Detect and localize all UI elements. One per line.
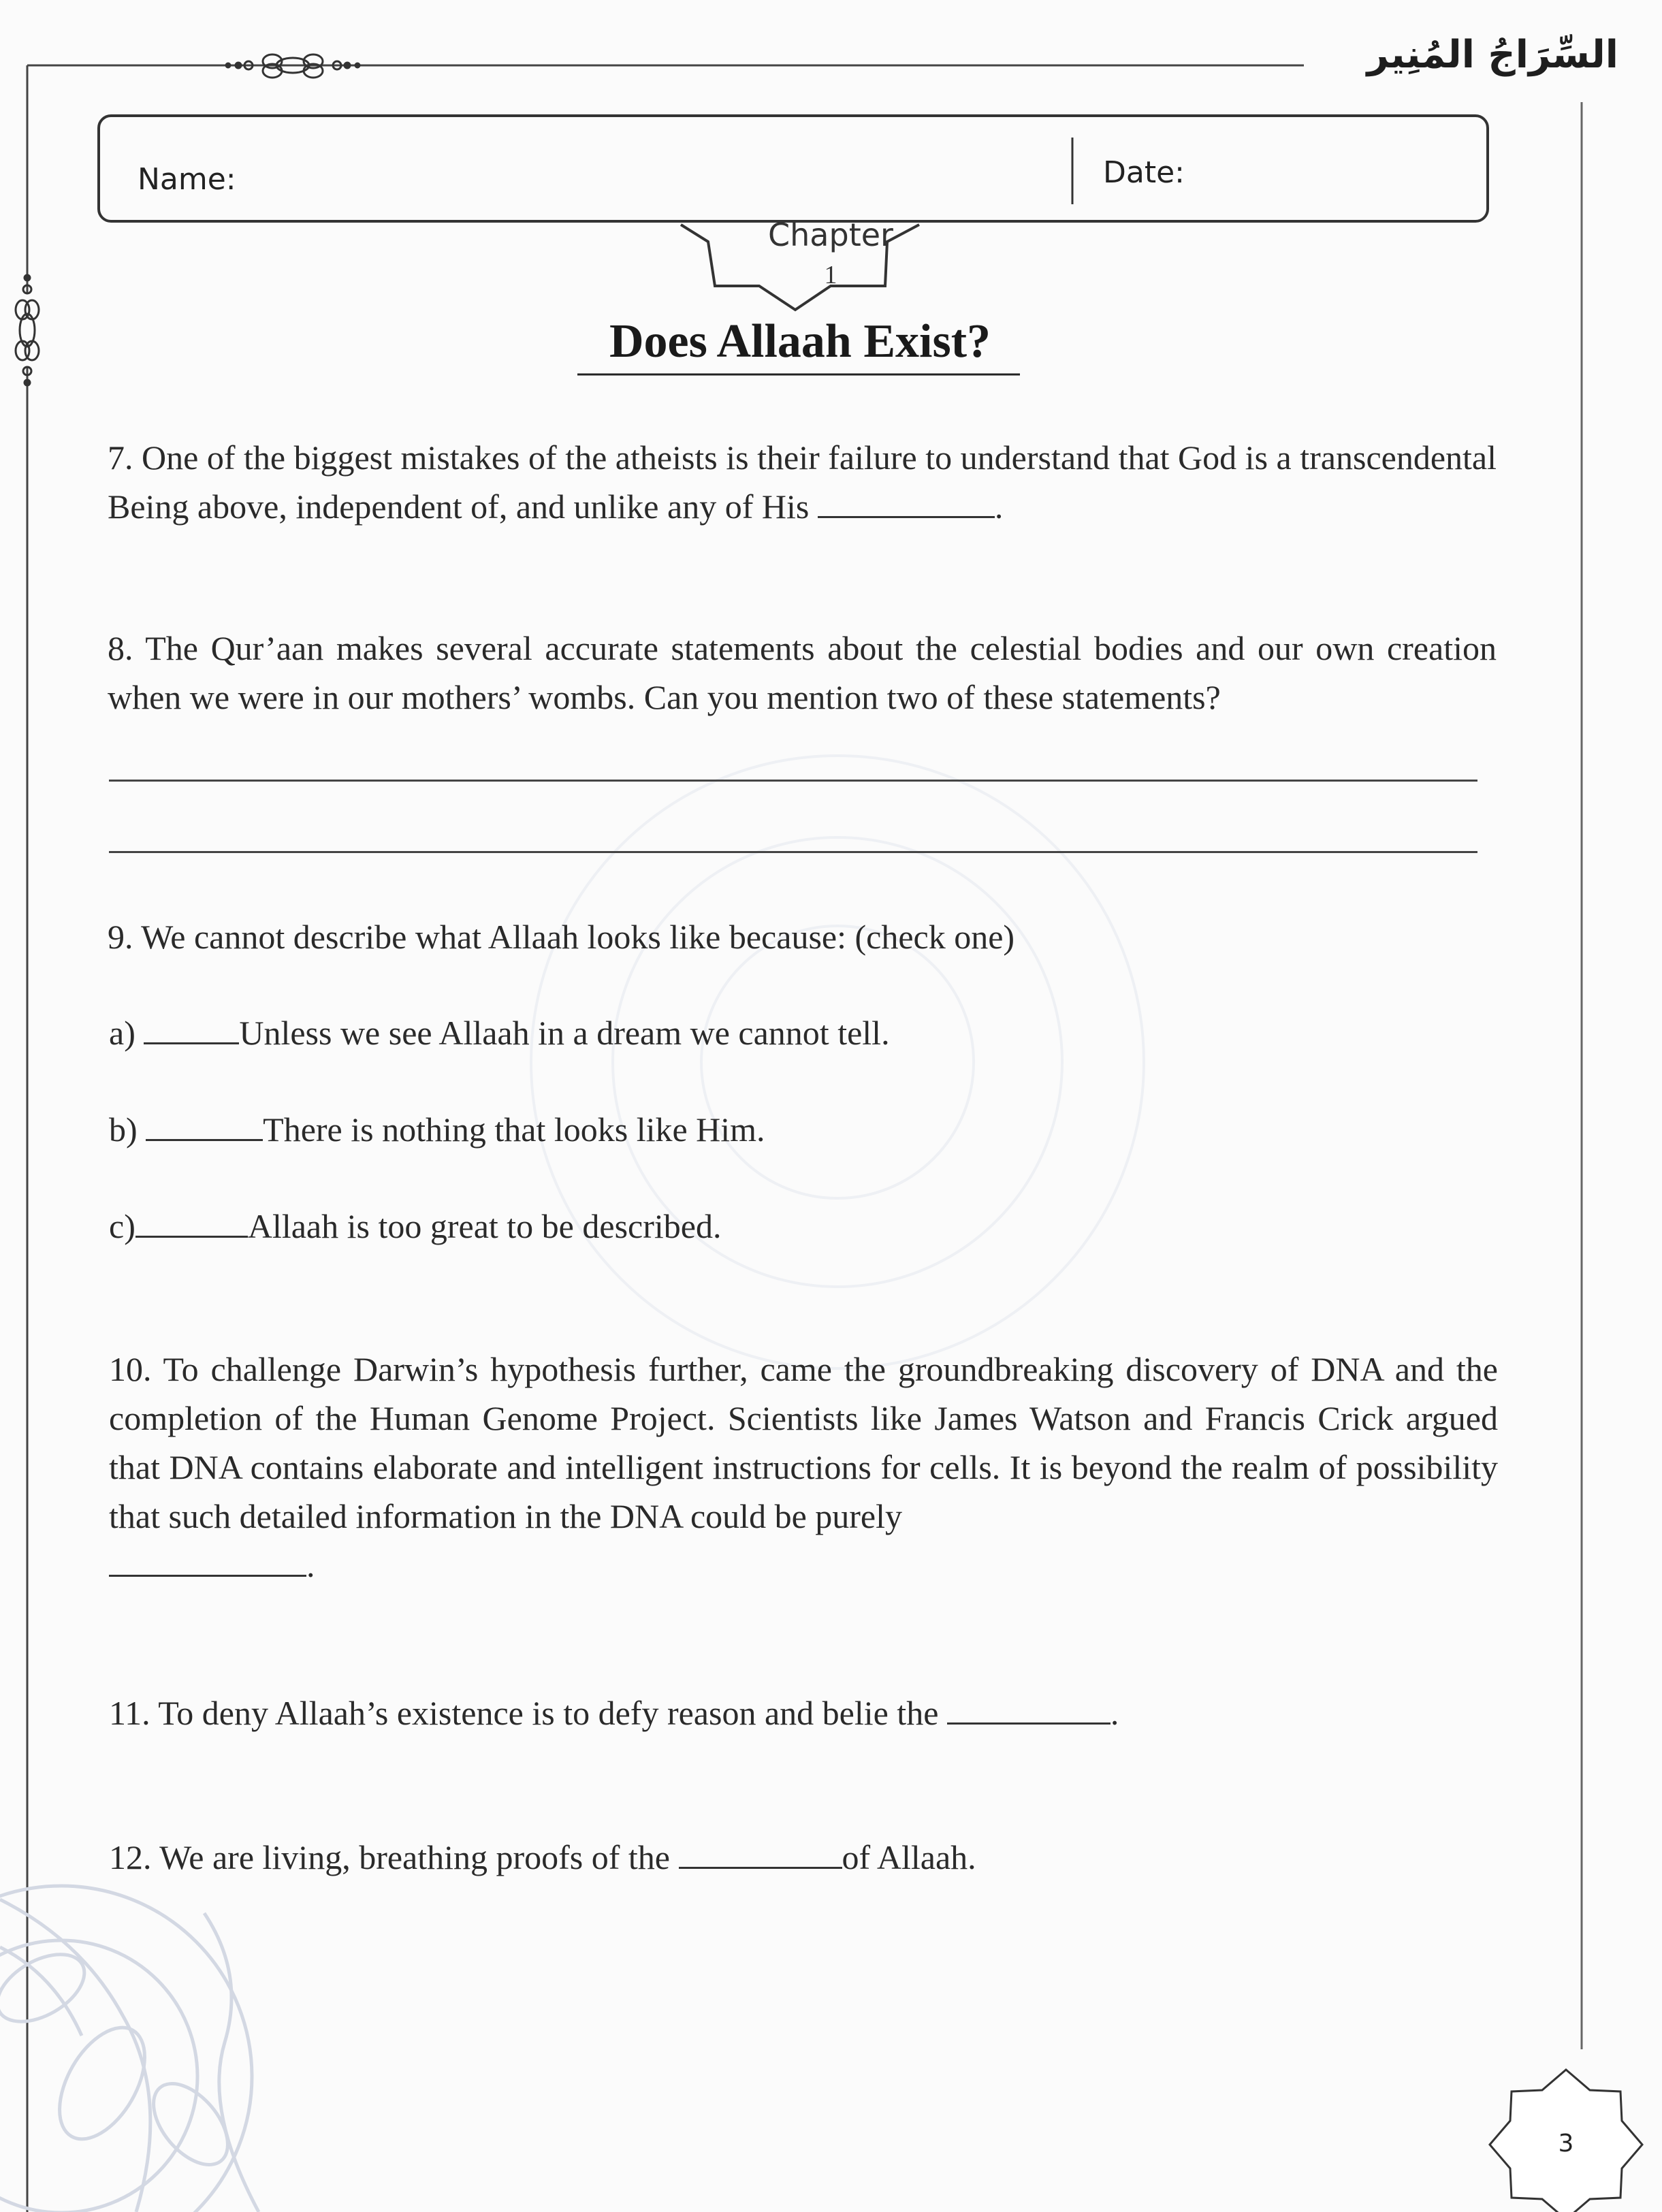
question-7-text: 7. One of the biggest mistakes of the atheists is their failure to understand that God is a transcendental Being above, independent of, and unlike any of His bbox=[108, 438, 1497, 526]
question-9-option-c-blank[interactable] bbox=[135, 1208, 248, 1238]
name-label: Name: bbox=[138, 162, 236, 197]
page-number: 3 bbox=[1558, 2130, 1574, 2158]
background-watermark bbox=[531, 756, 1144, 1368]
question-9-option-c: c) Allaah is too great to be described. bbox=[109, 1207, 722, 1245]
question-12: 12. We are living, breathing proofs of the of Allaah. bbox=[109, 1838, 976, 1876]
question-8-answer-line-1[interactable] bbox=[109, 780, 1477, 782]
book-title-arabic: السِّرَاجُ المُنِير bbox=[1367, 33, 1618, 77]
question-9-option-a: a) Unless we see Allaah in a dream we cannot tell. bbox=[109, 1014, 890, 1052]
chapter-number: 1 bbox=[824, 261, 837, 289]
background-ornament bbox=[0, 1886, 259, 2212]
question-10-text: 10. To challenge Darwin’s hypothesis further, came the groundbreaking discovery of DNA and the completion of the Human Genome Project. Scientists like James Watson and Francis Crick argued that DNA contains elaborate and intelligent instructions for cells. It is beyond the realm of possibility that such detailed information in the DNA could be purely bbox=[109, 1350, 1498, 1535]
question-12-text: 12. We are living, breathing proofs of the bbox=[109, 1838, 670, 1876]
chapter-label: Chapter bbox=[768, 217, 893, 253]
date-label: Date: bbox=[1103, 155, 1185, 190]
question-9-option-a-blank[interactable] bbox=[144, 1015, 239, 1044]
name-date-box bbox=[99, 116, 1488, 221]
question-12-blank[interactable] bbox=[679, 1840, 842, 1869]
question-8 bbox=[108, 624, 1497, 722]
question-9-text: 9. We cannot describe what Allaah looks like because: (check one) bbox=[108, 918, 1015, 956]
question-8-answer-line-2[interactable] bbox=[109, 851, 1477, 853]
question-7: 7. One of the biggest mistakes of the atheists is their failure to understand that God is a transcendental Being above, independent of, and unlike any of His . bbox=[108, 438, 1497, 526]
question-9 bbox=[108, 912, 1497, 961]
question-11-blank[interactable] bbox=[947, 1695, 1110, 1725]
question-9-option-b-blank[interactable] bbox=[146, 1112, 263, 1141]
question-10-blank[interactable] bbox=[109, 1548, 306, 1577]
question-11-text: 11. To deny Allaah’s existence is to defy reason and belie the bbox=[109, 1694, 939, 1732]
question-8-text: 8. The Qur’aan makes several accurate statements about the celestial bodies and our own creation when we were in our mothers’ wombs. Can you mention two of these statements? bbox=[108, 629, 1497, 716]
question-11: 11. To deny Allaah’s existence is to defy reason and belie the . bbox=[109, 1694, 1119, 1732]
question-10: 10. To challenge Darwin’s hypothesis further, came the groundbreaking discovery of DNA and the completion of the Human Genome Project. Scientists like James Watson and Francis Crick argued that DNA contains elaborate and intelligent instructions for cells. It is beyond the realm of possibility that such detailed information in the DNA could be purely . bbox=[109, 1350, 1498, 1584]
question-7-blank[interactable] bbox=[818, 489, 995, 518]
question-9-option-b: b) There is nothing that looks like Him. bbox=[109, 1110, 765, 1149]
page-title: Does Allaah Exist? bbox=[609, 315, 991, 368]
